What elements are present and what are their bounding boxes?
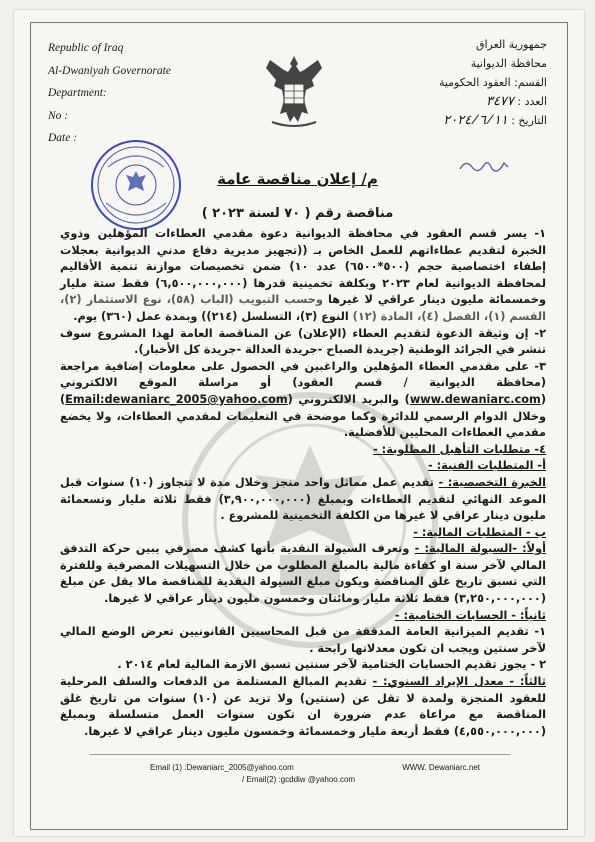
annual-revenue-text: تقديم المبالغ المستلمة من الدفعات والسلف المرحلية للعقود المنجزة ولمدة لا تقل عن (سنتين) ولا تزيد عن (١٠) سنوات من تاريخ غلق المناقصة مع مراعاة عدم ضرورة ان تكون سنوات العمل متسلسلة وبمبلغ (٤,٥٥٠,٠٠٠,٠٠٠) فقط أربعة مليار وخمسمائة وخمسون مليون دينار عراقي لا غيرها. bbox=[60, 675, 546, 738]
technical-requirements-heading: أ- المتطلبات الفنية: - bbox=[427, 459, 546, 473]
number-value: ٣٤٧٧ bbox=[485, 94, 514, 109]
final-accounts-item-1: ١- تقديم الميزانية العامة المدققة من قبل المحاسبين القانونيين تعرض الوضع المالي لآخر سنتين ويجب ان تكون معدلاتها رابحة . bbox=[60, 625, 546, 655]
number-label: العدد : bbox=[517, 95, 547, 108]
date-en: Date : bbox=[48, 132, 78, 144]
paragraph-3-a: ٣- على مقدمي العطاء المؤهلين والراغبين في الحصول على معلومات إضافية مراجعة (محافظة الديوانية / قسم العقود) أو مراسلة الموقع الالكتروني ( bbox=[60, 359, 546, 406]
announcement-body bbox=[60, 226, 546, 740]
governorate-en: Al-Dwaniyah Governorate bbox=[48, 64, 171, 77]
annual-revenue-label: ثالثاً: - معدل الإيراد السنوي: - bbox=[372, 675, 546, 689]
tender-number: مناقصة رقم ( ٧٠ لسنة ٢٠٢٣ ) bbox=[201, 206, 394, 221]
website-link[interactable]: www.dewaniarc.com bbox=[409, 392, 541, 406]
eagle-emblem-icon bbox=[258, 50, 330, 130]
footer-divider bbox=[90, 754, 510, 755]
paragraph-3-b: ) والبريد الالكتروني ( bbox=[287, 392, 410, 406]
qualification-heading: ٤- متطلبات التأهيل المطلوبة: - bbox=[373, 442, 546, 456]
email-link[interactable]: Email:dewaniarc_2005@yahoo.com bbox=[65, 392, 288, 406]
country-en: Republic of Iraq bbox=[48, 42, 124, 54]
financial-requirements-heading: ب - المتطلبات المالية: - bbox=[413, 525, 546, 539]
date-label: التاريخ : bbox=[511, 114, 547, 127]
paragraph-2: ٢- إن وثيقة الدعوة لتقديم العطاء (الإعلان) عن المناقصة العامة لهذا المشروع سوف تنشر في الجرائد الوطنية (جريدة الصباح -جريدة العدالة -جريدة كل الأخبار). bbox=[60, 326, 546, 357]
paragraph-1-classification: وحسب التبويب (الباب (٥٨)، نوع الاستثمار (٢)، القسم (١)، الفصل (٤)، المادة (١٢) bbox=[60, 293, 546, 323]
page-title: م/ إعلان مناقصة عامة bbox=[217, 170, 378, 188]
technical-experience bbox=[60, 475, 546, 525]
technical-experience-label: الخبرة التخصصية: - bbox=[438, 475, 546, 489]
financial-liquidity bbox=[60, 541, 546, 607]
department-en: Department: bbox=[48, 87, 107, 99]
date-value: ٢٠٢٤/٦/١١ bbox=[443, 113, 508, 128]
paragraph-1-text: ١- يسر قسم العقود في محافظة الديوانية دعوة مقدمي العطاءات المؤهلين وذوي الخبرة لتقديم عطاءاتهم للعمل الخاص بـ ((تجهيز مديرية دفاع مدني الديوانية بعجلات إطفاء اختصاصية حجم (٥٠٠*٦٥٠٠) عدد ١٠) ضمن تخصيصات موازنة تنمية الأقاليم لمحافظة الديوانية لعام ٢٠٢٣ وبكلفة تخمينية قدرها (٦,٥٠٠,٠٠٠,٠٠٠) فقط ستة مليار وخمسمائة مليون دينار عراقي لا غيرها bbox=[60, 227, 546, 307]
final-accounts-heading: ثانياً: - الحسابات الختامية: - bbox=[394, 608, 546, 622]
financial-liquidity-label: أولاً: -السيولة المالية: - bbox=[414, 542, 546, 556]
paragraph-3-c: ) وخلال الدوام الرسمي للدائرة وكما موضحة في التعليمات لمقدمي العطاءات، ولا يخضع مقدمي العطاءات المحليين للأفضلية. bbox=[60, 392, 546, 440]
footer-row-1 bbox=[150, 762, 480, 774]
header-english bbox=[48, 37, 248, 150]
technical-experience-text: تقديم عمل مماثل واحد منجز وخلال مدة لا تتجاوز (١٠) سنوات قبل الموعد النهائي لتقديم العطاءات وبمبلغ (٣,٩٠٠,٠٠٠,٠٠٠) فقط ثلاثة مليار وتسعمائة مليون دينار عراقي لا غيرها من الكلفة التخمينية للمشروع . bbox=[60, 475, 546, 523]
footer-website[interactable]: WWW. Dewaniarc.net bbox=[402, 763, 480, 772]
final-accounts-item-2: ٢ - يجوز تقديم الحسابات الختامية لآخر سنتين تسبق الازمة المالية لعام ٢٠١٤ . bbox=[117, 658, 546, 672]
paragraph-3 bbox=[60, 359, 546, 442]
number-en: No : bbox=[48, 109, 69, 122]
paragraph-1 bbox=[60, 226, 546, 326]
number-ar bbox=[357, 92, 547, 111]
governorate-ar: محافظة الديوانية bbox=[470, 57, 547, 70]
department-ar: القسم: العقود الحكومية bbox=[438, 76, 547, 89]
date-ar bbox=[357, 111, 547, 130]
footer-email-1[interactable]: Email (1) :Dewaniarc_2005@yahoo.com bbox=[150, 763, 294, 772]
annual-revenue bbox=[60, 674, 546, 740]
financial-liquidity-text: وتعرف السيولة النقدية بأنها كشف مصرفي يبين حركة التدفق المالي لآخر سنة او كفاءة مالية بالمبلغ المطلوب من خلال التسهيلات المصرفية وللفترة التي تسبق تاريخ غلق المناقصة ويكون مبلغ السيولة النقدية للمناقصة مالا يقل عن مبلغ (٣,٢٥٠,٠٠٠,٠٠٠) فقط ثلاثة مليار ومائتان وخمسون مليون دينار عراقي لا غيرها. bbox=[60, 542, 546, 606]
header-arabic bbox=[357, 35, 547, 130]
footer bbox=[150, 762, 480, 786]
footer-email-2[interactable]: / Email(2) :gcddiw @yahoo.com bbox=[242, 775, 356, 784]
country-ar: جمهورية العراق bbox=[475, 38, 547, 51]
paragraph-1-end: النوع (٣)، التسلسل (٢١٤)) وبمدة عمل (٣٦٠) يوم. bbox=[73, 309, 349, 323]
